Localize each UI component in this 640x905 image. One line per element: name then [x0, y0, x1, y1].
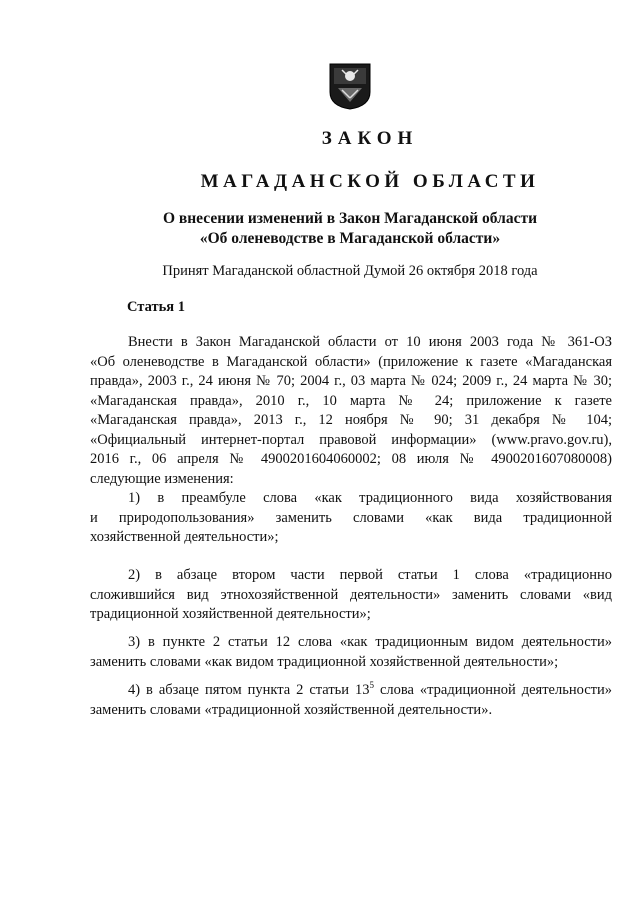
text-fragment: 4) в абзаце пятом пункта 2 статьи 13 — [128, 682, 370, 698]
amendment-item-2 — [90, 566, 612, 625]
superscript-number: 5 — [369, 680, 374, 691]
text-line: следующие изменения: — [90, 470, 234, 487]
text-line: «Магаданская правда», 2010 г., 10 марта № 24; приложение к газете — [90, 392, 612, 409]
text-line: 1) в преамбуле слова «как традиционного вида хозяйствования — [128, 490, 612, 506]
text-line: 2016 г., 06 апреля № 4900201604060002; 08 июля № 4900201607080008) — [90, 451, 612, 467]
amendment-item-3 — [90, 633, 612, 672]
text-line: сложившийся вид этнохозяйственной деятельности» заменить словами «вид — [90, 586, 612, 603]
amendment-item-4 — [90, 681, 612, 720]
text-line: хозяйственной деятельности»; — [90, 529, 279, 545]
subject-line: О внесении изменений в Закон Магаданской области — [162, 210, 538, 227]
text-line: «Магаданская правда», 2013 г., 12 ноября № 90; 31 декабря № 104; — [90, 412, 612, 428]
text-fragment: слова «традиционной деятельности» — [374, 682, 612, 698]
text-line: правда», 2003 г., 24 июня № 70; 2004 г., 03 марта № 024; 2009 г., 24 марта № 30; — [90, 373, 612, 389]
coat-of-arms-icon — [328, 62, 372, 110]
text-line: заменить словами «традиционной хозяйственной деятельности». — [90, 701, 493, 718]
region-title: МАГАДАНСКОЙ ОБЛАСТИ — [200, 171, 540, 192]
document-type: ЗАКОН — [321, 128, 419, 149]
article-title: Статья 1 — [127, 299, 185, 315]
text-line: «Официальный интернет-портал правовой информации» (www.pravo.gov.ru), — [90, 431, 612, 448]
text-line: заменить словами «как видом традиционной хозяйственной деятельности»; — [90, 653, 559, 670]
text-line: традиционной хозяйственной деятельности»; — [90, 606, 371, 622]
adoption-note: Принят Магаданской областной Думой 26 октября 2018 года — [162, 263, 538, 279]
text-line: и природопользования» заменить словами «как вида традиционной — [90, 509, 612, 526]
article-intro — [90, 333, 612, 489]
text-line: 2) в абзаце втором части первой статьи 1 слова «традиционно — [128, 567, 612, 583]
amendment-item-1 — [90, 489, 612, 548]
law-subject — [120, 209, 580, 249]
text-line: Внести в Закон Магаданской области от 10 июня 2003 года № 361-ОЗ — [128, 334, 612, 350]
text-line: 3) в пункте 2 статьи 12 слова «как традиционным видом деятельности» — [128, 634, 612, 650]
text-line: «Об оленеводстве в Магаданской области» (приложение к газете «Магаданская — [90, 353, 612, 370]
text-line — [90, 681, 612, 701]
subject-line: «Об оленеводстве в Магаданской области» — [199, 230, 501, 247]
